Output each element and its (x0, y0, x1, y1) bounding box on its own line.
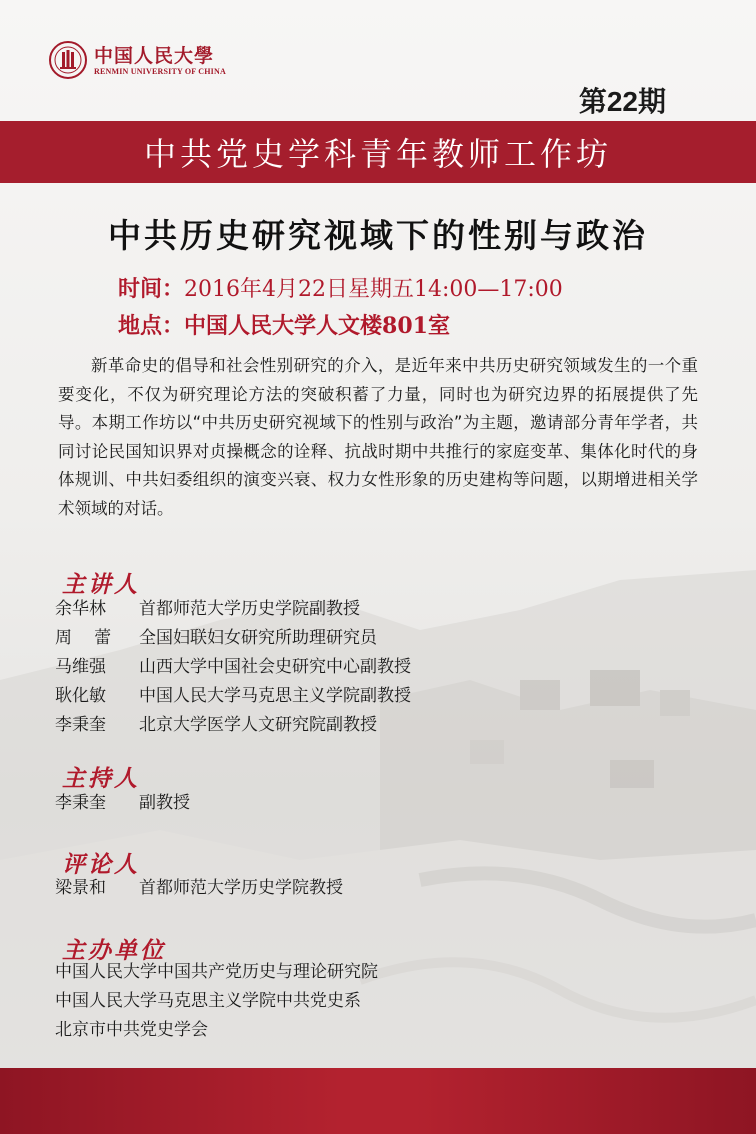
university-seal-icon (48, 40, 88, 80)
speaker-title: 中国人民大学马克思主义学院副教授 (139, 686, 411, 706)
speaker-title: 北京大学医学人文研究院副教授 (139, 715, 377, 735)
university-name-cn: 中国人民大學 (94, 44, 215, 67)
event-place (118, 309, 450, 340)
footer-band (0, 1068, 756, 1134)
organizer-item: 中国人民大学中国共产党历史与理论研究院 (55, 962, 378, 982)
speaker-name: 余华林 (55, 599, 106, 619)
speaker-item (55, 711, 411, 740)
speaker-name: 耿化敏 (55, 686, 106, 706)
speaker-item (55, 624, 411, 653)
speakers-list (55, 595, 411, 740)
host-item (55, 789, 190, 818)
organizers-heading: 主办单位 (62, 937, 166, 964)
host-list (55, 789, 190, 818)
speaker-name: 马维强 (55, 657, 106, 677)
organizer-item: 中国人民大学马克思主义学院中共党史系 (55, 991, 361, 1011)
host-heading: 主持人 (62, 765, 140, 792)
host-name: 李秉奎 (55, 793, 106, 813)
university-logo (48, 40, 226, 80)
speaker-item (55, 653, 411, 682)
organizers-list (55, 958, 378, 1045)
speaker-item (55, 682, 411, 711)
speaker-title: 全国妇联妇女研究所助理研究员 (139, 628, 377, 648)
commentator-name: 梁景和 (55, 878, 106, 898)
place-value: 中国人民大学人文楼801室 (184, 313, 450, 339)
event-subtitle: 中共历史研究视域下的性别与政治 (108, 216, 648, 255)
place-label: 地点： (118, 313, 185, 339)
university-name-en: RENMIN UNIVERSITY OF CHINA (94, 66, 226, 76)
commentator-role: 首都师范大学历史学院教授 (139, 878, 343, 898)
time-value: 2016年4月22日星期五14:00—17:00 (184, 277, 563, 302)
introduction-paragraph: 新革命史的倡导和社会性别研究的介入，是近年来中共历史研究领域发生的一个重要变化，不仅为研究理论方法的突破积蓄了力量，同时也为研究边界的拓展提供了先导。本期工作坊以“中共历史研究视域下的性别与政治”为主题，邀请部分青年学者，共同讨论民国知识界对贞操概念的诠释、抗战时期中共推行的家庭变革、集体化时代的身体规训、中共妇委组织的演变兴衰、权力女性形象的历史建构等问题，以期增进相关学术领域的对话。 (58, 356, 698, 518)
event-time (118, 272, 563, 303)
speakers-heading: 主讲人 (62, 571, 140, 598)
speaker-title: 山西大学中国社会史研究中心副教授 (139, 657, 411, 677)
issue-number: 第22期 (578, 86, 666, 117)
title-banner (0, 121, 756, 183)
commentator-item (55, 874, 343, 903)
speaker-item (55, 595, 411, 624)
banner-title: 中共党史学科青年教师工作坊 (143, 135, 612, 173)
speaker-name: 李秉奎 (55, 715, 106, 735)
host-role: 副教授 (139, 793, 190, 813)
organizer-item: 北京市中共党史学会 (55, 1020, 208, 1040)
time-label: 时间： (118, 276, 185, 302)
speaker-title: 首都师范大学历史学院副教授 (139, 599, 360, 619)
commentator-list (55, 874, 343, 903)
speaker-name: 周蕾 (55, 628, 134, 648)
commentator-heading: 评论人 (62, 851, 140, 878)
